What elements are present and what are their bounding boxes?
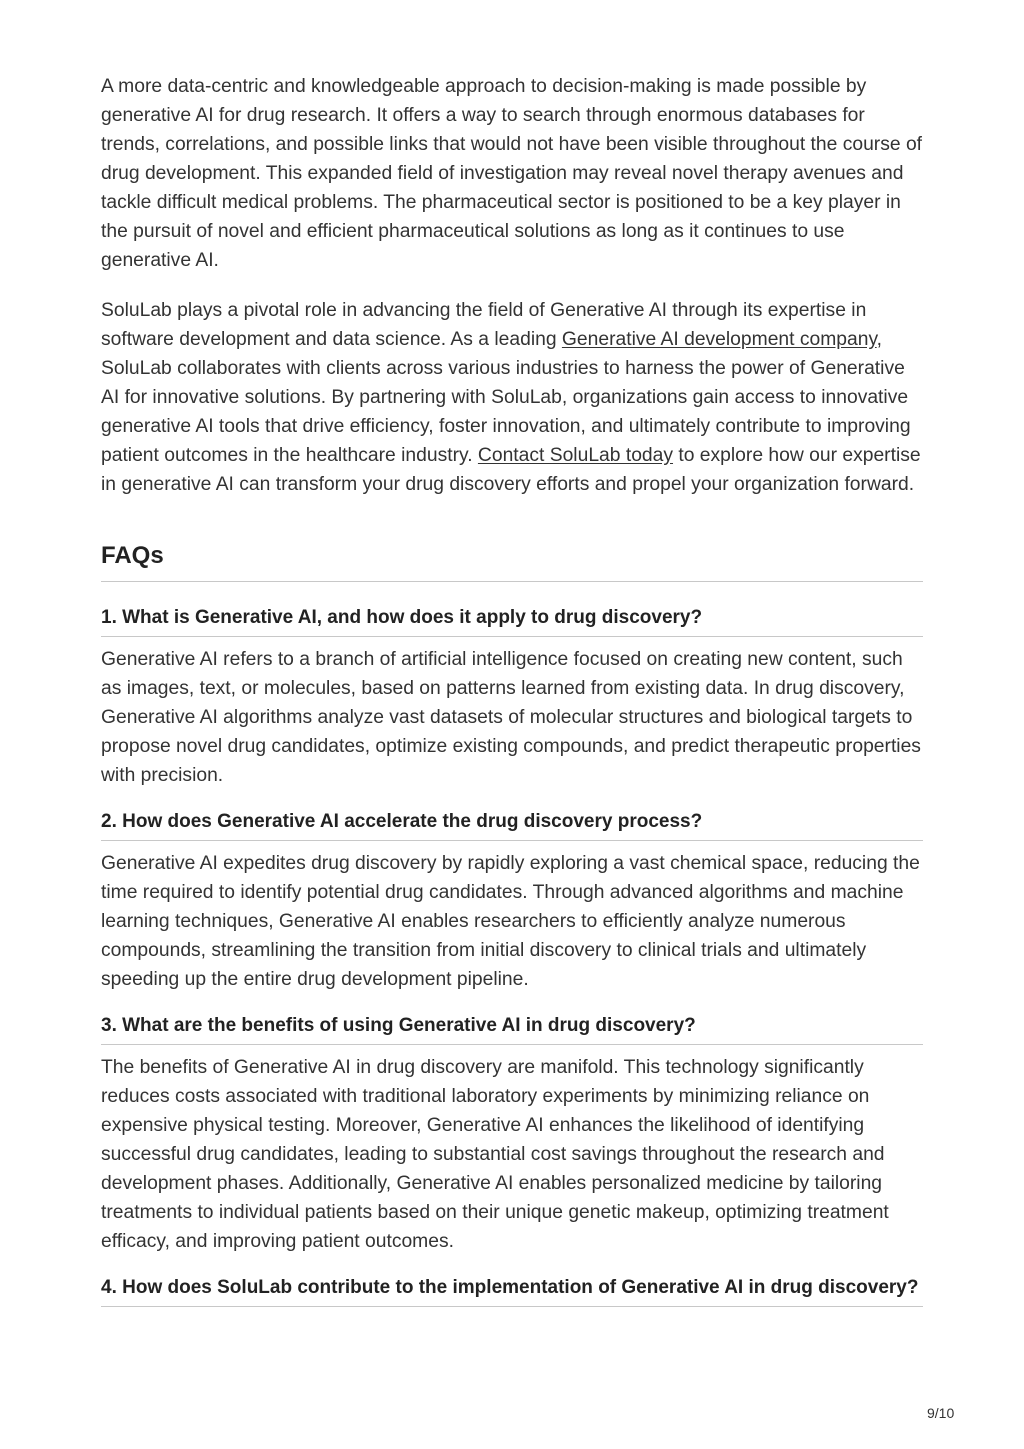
- faq-answer: Generative AI expedites drug discovery by rapidly exploring a vast chemical space, reducing the time required to identify potential drug candidates. Through advanced algorithms and machine learning techniques, Generative AI enables researchers to efficiently analyze numerous compounds, streamlining the transition from initial discovery to clinical trials and ultimately speeding up the entire drug development pipeline.: [101, 853, 920, 990]
- faq-item: [101, 809, 923, 994]
- faq-answer: Generative AI refers to a branch of artificial intelligence focused on creating new content, such as images, text, or molecules, based on patterns learned from existing data. In drug discovery, Generative AI algorithms analyze vast datasets of molecular structures and biological targets to propose novel drug candidates, optimize existing compounds, and predict therapeutic properties with precision.: [101, 649, 921, 786]
- faqs-heading: FAQs: [101, 539, 923, 582]
- document-content: [101, 72, 923, 1307]
- generative-ai-development-company-link[interactable]: Generative AI development company: [561, 329, 877, 350]
- solulab-text-c: to explore how our expertise in generative AI can transform your drug discovery efforts and propel your organization forward.: [101, 445, 921, 495]
- faq-question: 4. How does SoluLab contribute to the implementation of Generative AI in drug discovery?: [101, 1275, 923, 1307]
- faq-item: [101, 1013, 923, 1256]
- solulab-paragraph: [101, 296, 923, 499]
- page-number: 9/10: [927, 1405, 955, 1421]
- solulab-text-a: SoluLab plays a pivotal role in advancing the field of Generative AI through its expertise in software development and data science. As a leading: [101, 300, 867, 350]
- solulab-text-b: , SoluLab collaborates with clients across various industries to harness the power of Generative AI for innovative solutions. By partnering with SoluLab, organizations gain access to innovative generative AI tools that drive efficiency, foster innovation, and ultimately contribute to improving patient outcomes in the healthcare industry.: [101, 329, 911, 466]
- faq-item: [101, 1275, 923, 1307]
- faq-question: 3. What are the benefits of using Generative AI in drug discovery?: [101, 1013, 923, 1045]
- faq-question: 1. What is Generative AI, and how does it apply to drug discovery?: [101, 605, 923, 637]
- faq-answer: The benefits of Generative AI in drug discovery are manifold. This technology significantly reduces costs associated with traditional laboratory experiments by minimizing reliance on expensive physical testing. Moreover, Generative AI enhances the likelihood of identifying successful drug candidates, leading to substantial cost savings throughout the research and development phases. Additionally, Generative AI enables personalized medicine by tailoring treatments to individual patients based on their unique genetic makeup, optimizing treatment efficacy, and improving patient outcomes.: [101, 1057, 889, 1252]
- contact-solulab-link[interactable]: Contact SoluLab today: [477, 445, 674, 466]
- faq-question: 2. How does Generative AI accelerate the drug discovery process?: [101, 809, 923, 841]
- faq-item: [101, 605, 923, 790]
- intro-paragraph: A more data-centric and knowledgeable approach to decision-making is made possible by generative AI for drug research. It offers a way to search through enormous databases for trends, correlations, and possible links that would not have been visible throughout the course of drug development. This expanded field of investigation may reveal novel therapy avenues and tackle difficult medical problems. The pharmaceutical sector is positioned to be a key player in the pursuit of novel and efficient pharmaceutical solutions as long as it continues to use generative AI.: [101, 76, 923, 271]
